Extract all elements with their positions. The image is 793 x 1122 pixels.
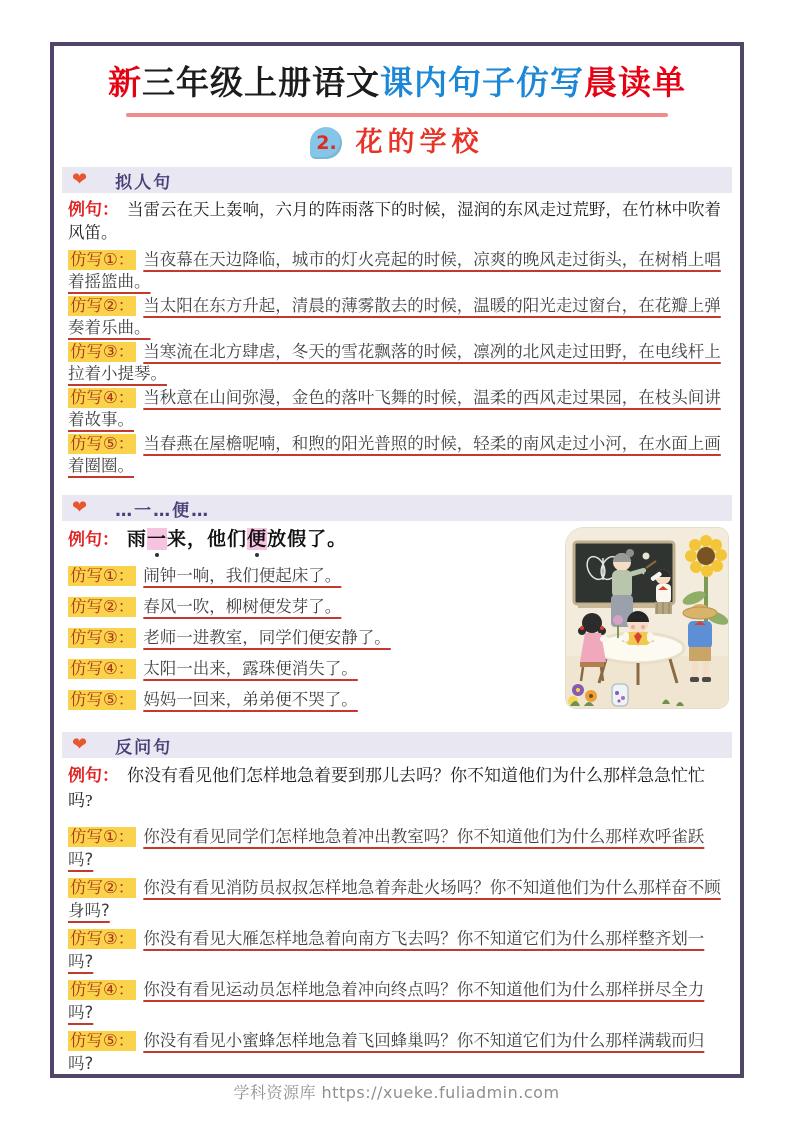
- section-body: [66, 526, 728, 714]
- worksheet-frame: [50, 42, 744, 1078]
- emphasized-char: 一: [147, 528, 168, 550]
- rewrite-item: [68, 387, 726, 431]
- rewrite-item: [68, 433, 726, 477]
- section-header-bar: [62, 495, 732, 521]
- rewrite-item: [68, 295, 726, 339]
- rewrite-item: [68, 1029, 726, 1075]
- example-part: 来，他们: [167, 528, 248, 550]
- example-sentence: [68, 763, 726, 813]
- rewrite-label: 仿写③：: [70, 628, 135, 647]
- rewrite-answer: 你没有看见运动员怎样地急着冲向终点吗？你不知道他们为什么那样拼尽全力吗?: [68, 980, 705, 1022]
- example-label: 例句：: [68, 200, 119, 219]
- emphasized-char: 便: [247, 528, 268, 550]
- rewrite-item: [68, 876, 726, 922]
- section-heading: …一…便…: [115, 500, 211, 521]
- heart-icon: ❤: [72, 497, 88, 518]
- title-part-grade: 三年级上册语文: [142, 64, 380, 101]
- title-part-new: 新: [108, 64, 142, 101]
- rewrite-label: 仿写④：: [70, 980, 135, 999]
- rewrite-item: [68, 927, 726, 973]
- rewrite-answer: 你没有看见同学们怎样地急着冲出教室吗？你不知道他们为什么那样欢呼雀跃吗?: [68, 827, 705, 869]
- rewrite-answer: 妈妈一回来，弟弟便不哭了。: [143, 690, 358, 709]
- example-label: 例句：: [68, 766, 119, 785]
- lesson-name: 花的学校: [355, 126, 484, 158]
- rewrite-label: 仿写③：: [70, 929, 135, 948]
- rewrite-answer: 老师一进教室，同学们便安静了。: [143, 628, 391, 647]
- footer-watermark: 学科资源库 https://xueke.fuliadmin.com: [233, 1083, 560, 1102]
- classroom-illustration: [566, 528, 728, 708]
- rewrite-answer: 你没有看见小蜜蜂怎样地急着飞回蜂巢吗？你不知道它们为什么那样满载而归吗?: [68, 1031, 705, 1073]
- rewrite-label: 仿写②：: [70, 597, 135, 616]
- rewrite-label: 仿写①：: [70, 566, 135, 585]
- title-part-topic: 课内句子仿写: [380, 64, 584, 101]
- heart-icon: ❤: [72, 734, 88, 755]
- example-part: 雨: [127, 528, 148, 550]
- rewrite-label: 仿写④：: [70, 659, 135, 678]
- rewrite-answer: 当夜幕在天边降临，城市的灯火亮起的时候，凉爽的晚风走过街头，在树梢上唱着摇篮曲。: [68, 250, 721, 291]
- rewrite-answer: 当春燕在屋檐呢喃，和煦的阳光普照的时候，轻柔的南风走过小河，在水面上画着圈圈。: [68, 434, 721, 475]
- rewrite-answer: 你没有看见消防员叔叔怎样地急着奔赴火场吗？你不知道他们为什么那样奋不顾身吗?: [68, 878, 721, 920]
- section-header-bar: [62, 167, 732, 193]
- rewrite-item: [68, 249, 726, 293]
- section-heading: 拟人句: [115, 172, 173, 193]
- rewrite-answer: 你没有看见大雁怎样地急着向南方飞去吗？你不知道它们为什么那样整齐划一吗?: [68, 929, 705, 971]
- rewrite-label: 仿写①：: [70, 827, 135, 846]
- rewrite-label: 仿写②：: [70, 296, 135, 315]
- section-heading: 反问句: [115, 737, 173, 758]
- rewrite-answer: 当太阳在东方升起，清晨的薄雾散去的时候，温暖的阳光走过窗台，在花瓣上弹奏着乐曲。: [68, 296, 721, 337]
- rewrite-answer: 闹钟一响，我们便起床了。: [143, 566, 342, 585]
- rewrite-answer: 当寒流在北方肆虐，冬天的雪花飘落的时候，凛冽的北风走过田野，在电线杆上拉着小提琴。: [68, 342, 721, 383]
- section-rhetorical-question: [66, 732, 728, 1075]
- rewrite-answer: 太阳一出来，露珠便消失了。: [143, 659, 358, 678]
- example-part: 放假了。: [267, 528, 348, 550]
- lesson-title: [66, 124, 728, 162]
- rewrite-label: 仿写④：: [70, 388, 135, 407]
- rewrite-label: 仿写②：: [70, 878, 135, 897]
- lesson-number-badge: 2.: [310, 127, 342, 159]
- example-sentence: [68, 198, 726, 244]
- section-yi-bian: [66, 495, 728, 714]
- rewrite-label: 仿写③：: [70, 342, 135, 361]
- title-part-reading: 晨读单: [584, 64, 686, 101]
- rewrite-label: 仿写⑤：: [70, 434, 135, 453]
- example-text: 当雷云在天上轰响，六月的阵雨落下的时候，湿润的东风走过荒野，在竹林中吹着风笛。: [68, 200, 721, 242]
- example-label: 例句：: [68, 530, 119, 550]
- example-text: 你没有看见他们怎样地急着要到那儿去吗？你不知道他们为什么那样急急忙忙吗?: [68, 766, 705, 810]
- section-header-bar: [62, 732, 732, 758]
- rewrite-label: 仿写⑤：: [70, 1031, 135, 1050]
- rewrite-label: 仿写①：: [70, 250, 135, 269]
- rewrite-label: 仿写⑤：: [70, 690, 135, 709]
- heart-icon: ❤: [72, 169, 88, 190]
- rewrite-answer: 当秋意在山间弥漫，金色的落叶飞舞的时候，温柔的西风走过果园，在枝头间讲着故事。: [68, 388, 721, 429]
- section-personification: [66, 167, 728, 477]
- title-underline: [126, 113, 668, 117]
- rewrite-answer: 春风一吹，柳树便发芽了。: [143, 597, 342, 616]
- rewrite-item: [68, 825, 726, 871]
- page-title: [66, 62, 728, 104]
- rewrite-item: [68, 341, 726, 385]
- rewrite-item: [68, 978, 726, 1024]
